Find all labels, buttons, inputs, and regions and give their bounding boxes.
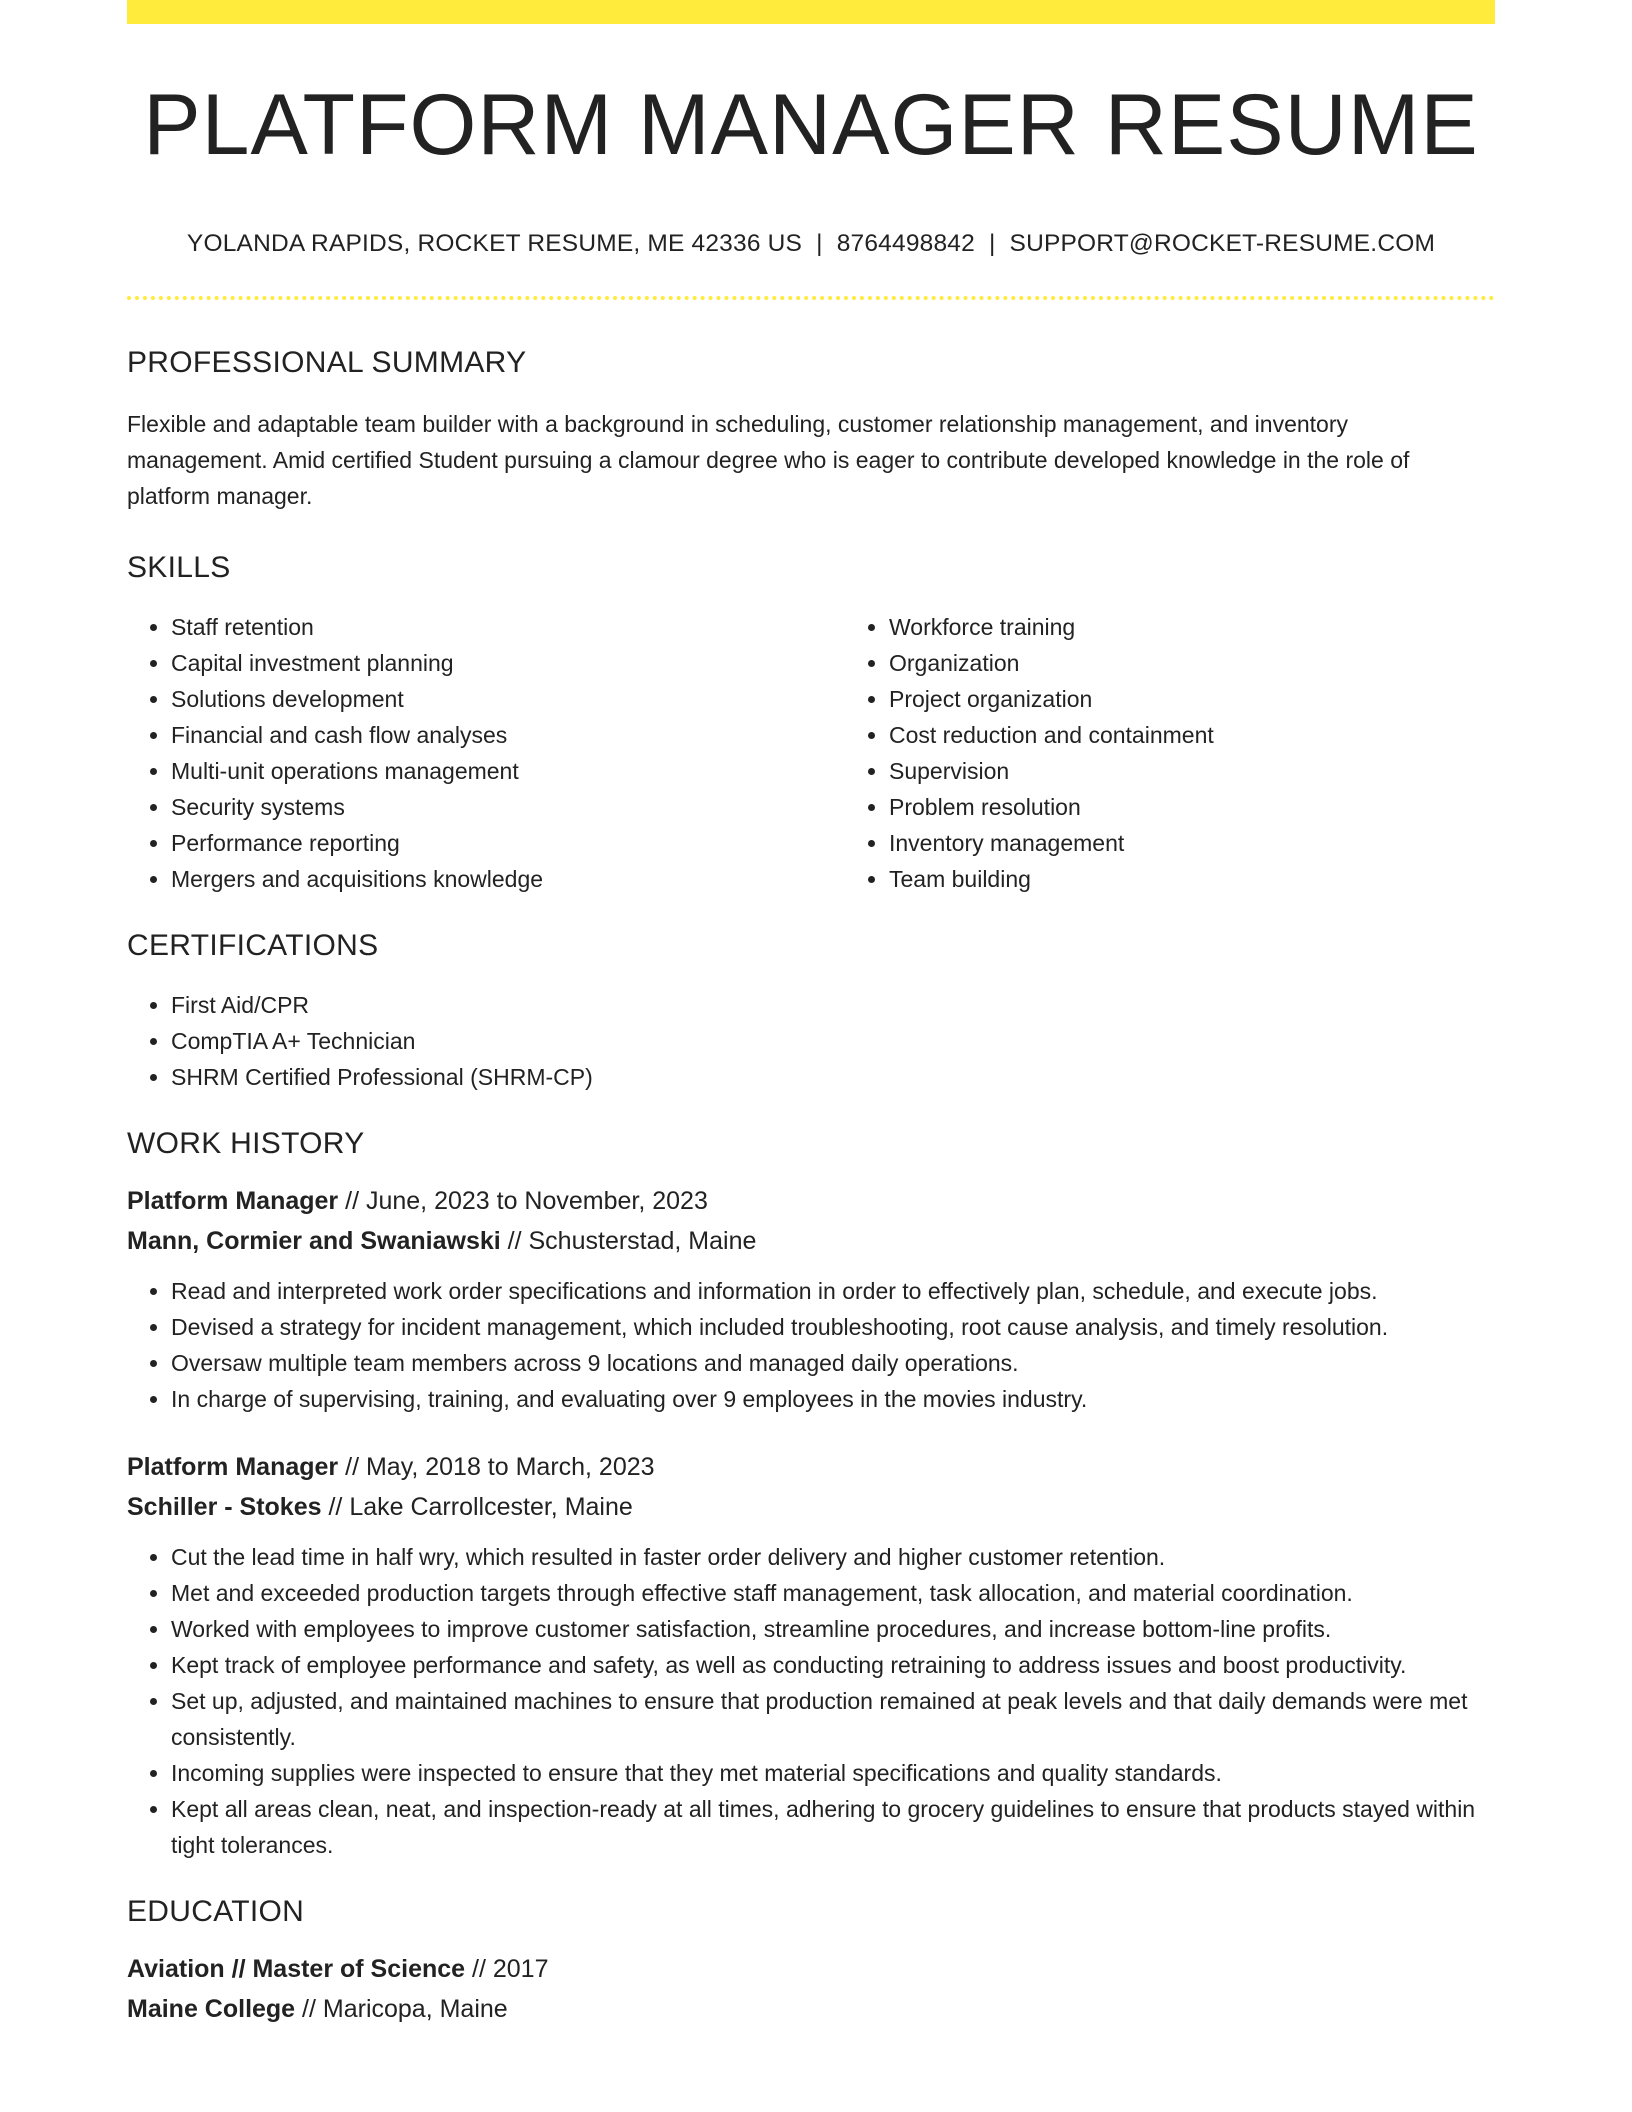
job-company: Schiller - Stokes [127, 1493, 322, 1521]
resume-page [127, 0, 1495, 2029]
contact-separator: | [816, 230, 823, 257]
resume-title: PLATFORM MANAGER RESUME [143, 77, 1479, 173]
job-dates: // June, 2023 to November, 2023 [345, 1187, 708, 1215]
education-entry [127, 1949, 1495, 2029]
education-heading: EDUCATION [127, 1895, 305, 1928]
skill-item: • Cost reduction and containment [889, 717, 1563, 753]
contact-email: SUPPORT@ROCKET-RESUME.COM [1009, 230, 1436, 257]
certification-item: • First Aid/CPR [171, 987, 1495, 1023]
header-divider [127, 296, 1495, 300]
summary-text: Flexible and adaptable team builder with a background in scheduling, customer relationship management, and inventory management. Amid certified Student pursuing a clamour degree who is eager to contribute developed knowledge in the role of platform manager. [127, 411, 1410, 509]
education-school: Maine College [127, 1995, 296, 2023]
skill-item: • Organization [889, 645, 1563, 681]
job-duty: • Incoming supplies were inspected to ensure that they met material specifications and quality standards. [171, 1755, 1495, 1791]
skills-list-right [845, 609, 1563, 897]
certification-item: • SHRM Certified Professional (SHRM-CP) [171, 1059, 1495, 1095]
skill-item: • Project organization [889, 681, 1563, 717]
job-company-line [127, 1221, 1495, 1261]
job-company-line [127, 1487, 1495, 1527]
contact-phone: 8764498842 [836, 230, 975, 257]
job-duty: • Oversaw multiple team members across 9 locations and managed daily operations. [171, 1345, 1495, 1381]
job-duties-list [127, 1273, 1495, 1417]
job-location: // Schusterstad, Maine [507, 1227, 757, 1255]
job-duty: • In charge of supervising, training, and evaluating over 9 employees in the movies industry. [171, 1381, 1495, 1417]
job-entry [127, 1181, 1495, 1417]
job-duty: • Kept track of employee performance and safety, as well as conducting retraining to address issues and boost productivity. [171, 1647, 1495, 1683]
skill-item: • Team building [889, 861, 1563, 897]
skills-section [127, 551, 1495, 897]
job-dates: // May, 2018 to March, 2023 [345, 1453, 655, 1481]
certifications-list [127, 987, 1495, 1095]
skill-item: • Multi-unit operations management [171, 753, 845, 789]
skills-list-left [127, 609, 845, 897]
job-title: Platform Manager [127, 1453, 339, 1481]
skill-item: • Workforce training [889, 609, 1563, 645]
contact-line [127, 230, 1495, 258]
job-duty: • Set up, adjusted, and maintained machines to ensure that production remained at peak levels and that daily demands were met consistently. [171, 1683, 1495, 1755]
education-section [127, 1895, 1495, 2029]
job-duty: • Kept all areas clean, neat, and inspection-ready at all times, adhering to grocery guidelines to ensure that products stayed within tight tolerances. [171, 1791, 1495, 1863]
job-entry [127, 1447, 1495, 1863]
job-duty: • Cut the lead time in half wry, which resulted in faster order delivery and higher customer retention. [171, 1539, 1495, 1575]
education-degree: Aviation // Master of Science [127, 1955, 466, 1983]
skill-item: • Performance reporting [171, 825, 845, 861]
job-duty: • Devised a strategy for incident management, which included troubleshooting, root cause analysis, and timely resolution. [171, 1309, 1495, 1345]
skill-item: • Problem resolution [889, 789, 1563, 825]
job-title: Platform Manager [127, 1187, 339, 1215]
job-duty: • Read and interpreted work order specifications and information in order to effectively plan, schedule, and execute jobs. [171, 1273, 1495, 1309]
education-school-line [127, 1989, 1495, 2029]
education-location: // Maricopa, Maine [302, 1995, 508, 2023]
skill-item: • Supervision [889, 753, 1563, 789]
job-location: // Lake Carrollcester, Maine [328, 1493, 633, 1521]
skills-heading: SKILLS [127, 551, 231, 584]
summary-section [127, 346, 1495, 514]
education-degree-line [127, 1949, 1495, 1989]
job-duties-list [127, 1539, 1495, 1863]
skill-item: • Solutions development [171, 681, 845, 717]
certification-item: • CompTIA A+ Technician [171, 1023, 1495, 1059]
certifications-heading: CERTIFICATIONS [127, 929, 379, 962]
job-title-line [127, 1181, 1495, 1221]
skill-item: • Financial and cash flow analyses [171, 717, 845, 753]
top-accent-bar [127, 0, 1495, 24]
education-year: // 2017 [472, 1955, 549, 1983]
skill-item: • Security systems [171, 789, 845, 825]
job-duty: • Met and exceeded production targets through effective staff management, task allocation, and material coordination. [171, 1575, 1495, 1611]
summary-heading: PROFESSIONAL SUMMARY [127, 346, 527, 379]
job-duty: • Worked with employees to improve customer satisfaction, streamline procedures, and increase bottom-line profits. [171, 1611, 1495, 1647]
contact-address: YOLANDA RAPIDS, ROCKET RESUME, ME 42336 US [186, 230, 803, 257]
skill-item: • Capital investment planning [171, 645, 845, 681]
skill-item: • Mergers and acquisitions knowledge [171, 861, 845, 897]
contact-separator: | [988, 230, 996, 257]
job-title-line [127, 1447, 1495, 1487]
job-company: Mann, Cormier and Swaniawski [127, 1227, 501, 1255]
work-history-section [127, 1127, 1495, 1863]
skill-item: • Staff retention [171, 609, 845, 645]
certifications-section [127, 929, 1495, 1095]
work-history-heading: WORK HISTORY [127, 1127, 365, 1160]
skill-item: • Inventory management [889, 825, 1563, 861]
skills-grid [127, 609, 1495, 897]
